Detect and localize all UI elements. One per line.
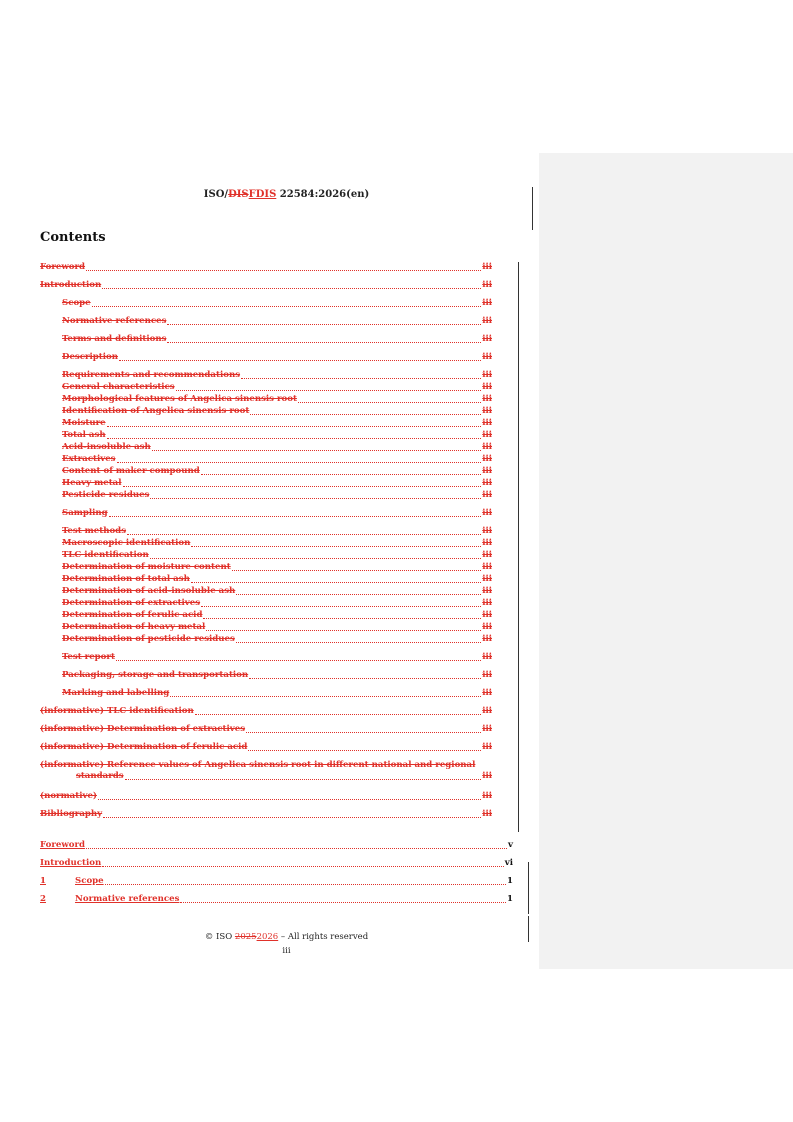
dot-leader: [206, 630, 481, 631]
toc-entry-title: Pesticide residues: [62, 490, 150, 500]
toc-entry-number: 2: [40, 894, 46, 904]
toc-entry[interactable]: [40, 490, 492, 501]
dot-leader: [298, 402, 481, 403]
toc-entry-page: iii: [482, 622, 492, 632]
toc-entry-page: v: [508, 840, 513, 850]
toc-entry[interactable]: [40, 298, 492, 309]
footer-deleted-year: 2025: [234, 932, 257, 942]
toc-entry-page: iii: [482, 706, 492, 716]
toc-entry-page: iii: [482, 418, 492, 428]
toc-entry[interactable]: [40, 538, 492, 549]
toc-entry-title: Morphological features of Angelica sinensis root: [62, 394, 297, 404]
toc-entry-title: Total ash: [62, 430, 106, 440]
toc-entry-page: iii: [482, 634, 492, 644]
dot-leader: [117, 462, 482, 463]
toc-entry[interactable]: [40, 370, 492, 381]
toc-entry[interactable]: [40, 526, 492, 537]
toc-entry[interactable]: [40, 809, 492, 820]
toc-entry[interactable]: [40, 574, 492, 585]
toc-entry[interactable]: [40, 418, 492, 429]
toc-entry-page: iii: [482, 550, 492, 560]
dot-leader: [109, 516, 482, 517]
change-bar: [528, 862, 529, 914]
toc-entry-title: Scope: [75, 876, 104, 886]
dot-leader: [105, 884, 506, 885]
toc-entry-page: iii: [482, 771, 492, 781]
toc-entry-page: iii: [482, 466, 492, 476]
dot-leader: [150, 498, 481, 499]
toc-entry-title: TLC identification: [62, 550, 149, 560]
toc-entry[interactable]: [40, 406, 492, 417]
toc-entry-title: Description: [62, 352, 119, 362]
dot-leader: [246, 732, 481, 733]
dot-leader: [125, 779, 482, 780]
toc-entry-page: iii: [482, 610, 492, 620]
dot-leader: [191, 546, 481, 547]
dot-leader: [232, 570, 482, 571]
toc-entry-title: (informative) Reference values of Angelica sinensis root in different national and regional: [40, 760, 476, 770]
toc-entry-title: Extractives: [62, 454, 116, 464]
toc-entry[interactable]: [40, 586, 492, 597]
toc-entry[interactable]: [40, 670, 492, 681]
toc-entry-title: Normative references: [62, 316, 167, 326]
toc-entry-page: iii: [482, 562, 492, 572]
dot-leader: [250, 414, 481, 415]
toc-entry-page: iii: [482, 262, 492, 272]
toc-entry-page: iii: [482, 352, 492, 362]
toc-entry[interactable]: [40, 634, 492, 645]
dot-leader: [127, 534, 481, 535]
toc-entry[interactable]: [40, 466, 492, 477]
header-deleted-text: DIS: [228, 189, 249, 200]
toc-entry-page: iii: [482, 538, 492, 548]
toc-deleted-list: [40, 262, 492, 820]
toc-entry-title: Determination of ferulic acid: [62, 610, 203, 620]
toc-entry[interactable]: [40, 610, 492, 621]
toc-entry-title: (informative) Determination of ferulic acid: [40, 742, 248, 752]
toc-entry-title: Sampling: [62, 508, 108, 518]
comment-pane: [539, 153, 793, 969]
dot-leader: [248, 750, 481, 751]
dot-leader: [191, 582, 481, 583]
footer-suffix: – All rights reserved: [278, 932, 369, 942]
toc-entry-title: Marking and labelling: [62, 688, 170, 698]
toc-entry[interactable]: [40, 550, 492, 561]
toc-entry-title: (informative) TLC identification: [40, 706, 194, 716]
dot-leader: [86, 848, 507, 849]
toc-entry-page: iii: [482, 454, 492, 464]
toc-entry-title: Normative references: [75, 894, 180, 904]
footer-inserted-year: 2026: [256, 932, 279, 942]
toc-entry-title: Test report: [62, 652, 115, 662]
toc-entry-title-continued: standards: [76, 771, 124, 781]
toc-entry[interactable]: [40, 382, 492, 393]
toc-entry[interactable]: [40, 442, 492, 453]
dot-leader: [249, 678, 481, 679]
toc-entry-title: (normative): [40, 791, 97, 801]
toc-entry-page: iii: [482, 688, 492, 698]
toc-entry-inserted[interactable]: [40, 858, 513, 869]
toc-entry[interactable]: [40, 508, 492, 519]
footer-prefix: © ISO: [204, 932, 235, 942]
dot-leader: [236, 594, 481, 595]
toc-entry[interactable]: [40, 562, 492, 573]
dot-leader: [150, 558, 481, 559]
toc-entry[interactable]: [40, 394, 492, 405]
toc-entry[interactable]: [40, 688, 492, 699]
toc-entry[interactable]: [40, 352, 492, 363]
toc-entry[interactable]: [40, 454, 492, 465]
toc-entry-page: iii: [482, 508, 492, 518]
toc-entry-page: iii: [482, 791, 492, 801]
toc-entry-title: General characteristics: [62, 382, 175, 392]
toc-entry[interactable]: [40, 724, 492, 735]
dot-leader: [152, 450, 481, 451]
contents-heading: Contents: [40, 230, 106, 245]
toc-entry-page: iii: [482, 598, 492, 608]
toc-entry-page: iii: [482, 742, 492, 752]
toc-entry-title: Determination of pesticide residues: [62, 634, 235, 644]
dot-leader: [170, 696, 481, 697]
dot-leader: [167, 342, 481, 343]
page-number: iii: [282, 946, 291, 956]
toc-entry-page: iii: [482, 478, 492, 488]
toc-entry-page: iii: [482, 316, 492, 326]
toc-entry[interactable]: [40, 760, 492, 784]
toc-entry-page: iii: [482, 370, 492, 380]
toc-entry-title: Requirements and recommendations: [62, 370, 241, 380]
toc-entry-page: iii: [482, 334, 492, 344]
dot-leader: [123, 486, 482, 487]
toc-entry-title: Macroscopic identification: [62, 538, 191, 548]
toc-entry-page: iii: [482, 526, 492, 536]
toc-entry-title: Bibliography: [40, 809, 103, 819]
toc-entry-page: iii: [482, 430, 492, 440]
toc-entry-title: Foreword: [40, 262, 86, 272]
toc-entry-page: iii: [482, 490, 492, 500]
dot-leader: [201, 606, 481, 607]
toc-entry-page: 1: [507, 876, 513, 886]
toc-entry-inserted[interactable]: [40, 840, 513, 851]
dot-leader: [203, 618, 481, 619]
toc-entry-page: iii: [482, 394, 492, 404]
document-header: [40, 189, 533, 200]
toc-entry[interactable]: [40, 622, 492, 633]
toc-inserted-list: [40, 840, 513, 905]
toc-entry-number: 1: [40, 876, 46, 886]
toc-entry-page: iii: [482, 406, 492, 416]
toc-entry[interactable]: [40, 742, 492, 753]
toc-entry-title: Acid-insoluble ash: [62, 442, 151, 452]
toc-entry[interactable]: [40, 262, 492, 273]
toc-entry-title: Determination of total ash: [62, 574, 190, 584]
dot-leader: [102, 866, 504, 867]
toc-entry-inserted[interactable]: [40, 894, 513, 905]
header-inserted-text: FDIS: [248, 189, 277, 200]
toc-entry-inserted[interactable]: [40, 876, 513, 887]
toc-entry-title: Test methods: [62, 526, 127, 536]
toc-entry-page: iii: [482, 724, 492, 734]
toc-entry-title: Scope: [62, 298, 91, 308]
toc-entry[interactable]: [40, 791, 492, 802]
dot-leader: [201, 474, 481, 475]
toc-entry-title: Introduction: [40, 280, 102, 290]
toc-entry[interactable]: [40, 478, 492, 489]
toc-entry-page: vi: [504, 858, 513, 868]
dot-leader: [92, 306, 482, 307]
dot-leader: [180, 902, 506, 903]
dot-leader: [236, 642, 481, 643]
toc-entry-title: Moisture: [62, 418, 106, 428]
toc-entry-title: Foreword: [40, 840, 86, 850]
toc-entry-title: Identification of Angelica sinensis root: [62, 406, 250, 416]
toc-entry-title: (informative) Determination of extractives: [40, 724, 246, 734]
toc-entry-title: Heavy metal: [62, 478, 122, 488]
toc-entry-title: Determination of extractives: [62, 598, 201, 608]
toc-entry-page: iii: [482, 809, 492, 819]
toc-entry-page: iii: [482, 574, 492, 584]
toc-entry-page: iii: [482, 382, 492, 392]
toc-entry-page: iii: [482, 652, 492, 662]
dot-leader: [176, 390, 482, 391]
header-suffix: 22584:2026(en): [276, 189, 370, 200]
dot-leader: [107, 438, 482, 439]
dot-leader: [167, 324, 481, 325]
toc-entry-title: Packaging, storage and transportation: [62, 670, 249, 680]
toc-entry-page: 1: [507, 894, 513, 904]
toc-entry-title: Terms and definitions: [62, 334, 167, 344]
dot-leader: [103, 817, 481, 818]
toc-entry-title: Content of maker compound: [62, 466, 200, 476]
dot-leader: [119, 360, 481, 361]
change-bar: [518, 262, 519, 832]
toc-entry-page: iii: [482, 442, 492, 452]
toc-entry-title: Determination of acid-insoluble ash: [62, 586, 236, 596]
toc-entry[interactable]: [40, 430, 492, 441]
page-footer: [40, 932, 533, 942]
toc-entry[interactable]: [40, 334, 492, 345]
dot-leader: [241, 378, 481, 379]
toc-entry[interactable]: [40, 280, 492, 291]
dot-leader: [102, 288, 481, 289]
toc-entry-title: Determination of heavy metal: [62, 622, 206, 632]
header-prefix: ISO/: [203, 189, 229, 200]
toc-entry[interactable]: [40, 652, 492, 663]
toc-entry-page: iii: [482, 670, 492, 680]
dot-leader: [116, 660, 481, 661]
dot-leader: [107, 426, 482, 427]
dot-leader: [195, 714, 481, 715]
toc-entry-page: iii: [482, 280, 492, 290]
toc-entry[interactable]: [40, 316, 492, 327]
toc-entry[interactable]: [40, 706, 492, 717]
toc-entry-title: Introduction: [40, 858, 102, 868]
toc-entry-page: iii: [482, 298, 492, 308]
toc-entry-title: Determination of moisture content: [62, 562, 231, 572]
toc-entry-page: iii: [482, 586, 492, 596]
dot-leader: [86, 270, 481, 271]
toc-entry[interactable]: [40, 598, 492, 609]
dot-leader: [98, 799, 481, 800]
